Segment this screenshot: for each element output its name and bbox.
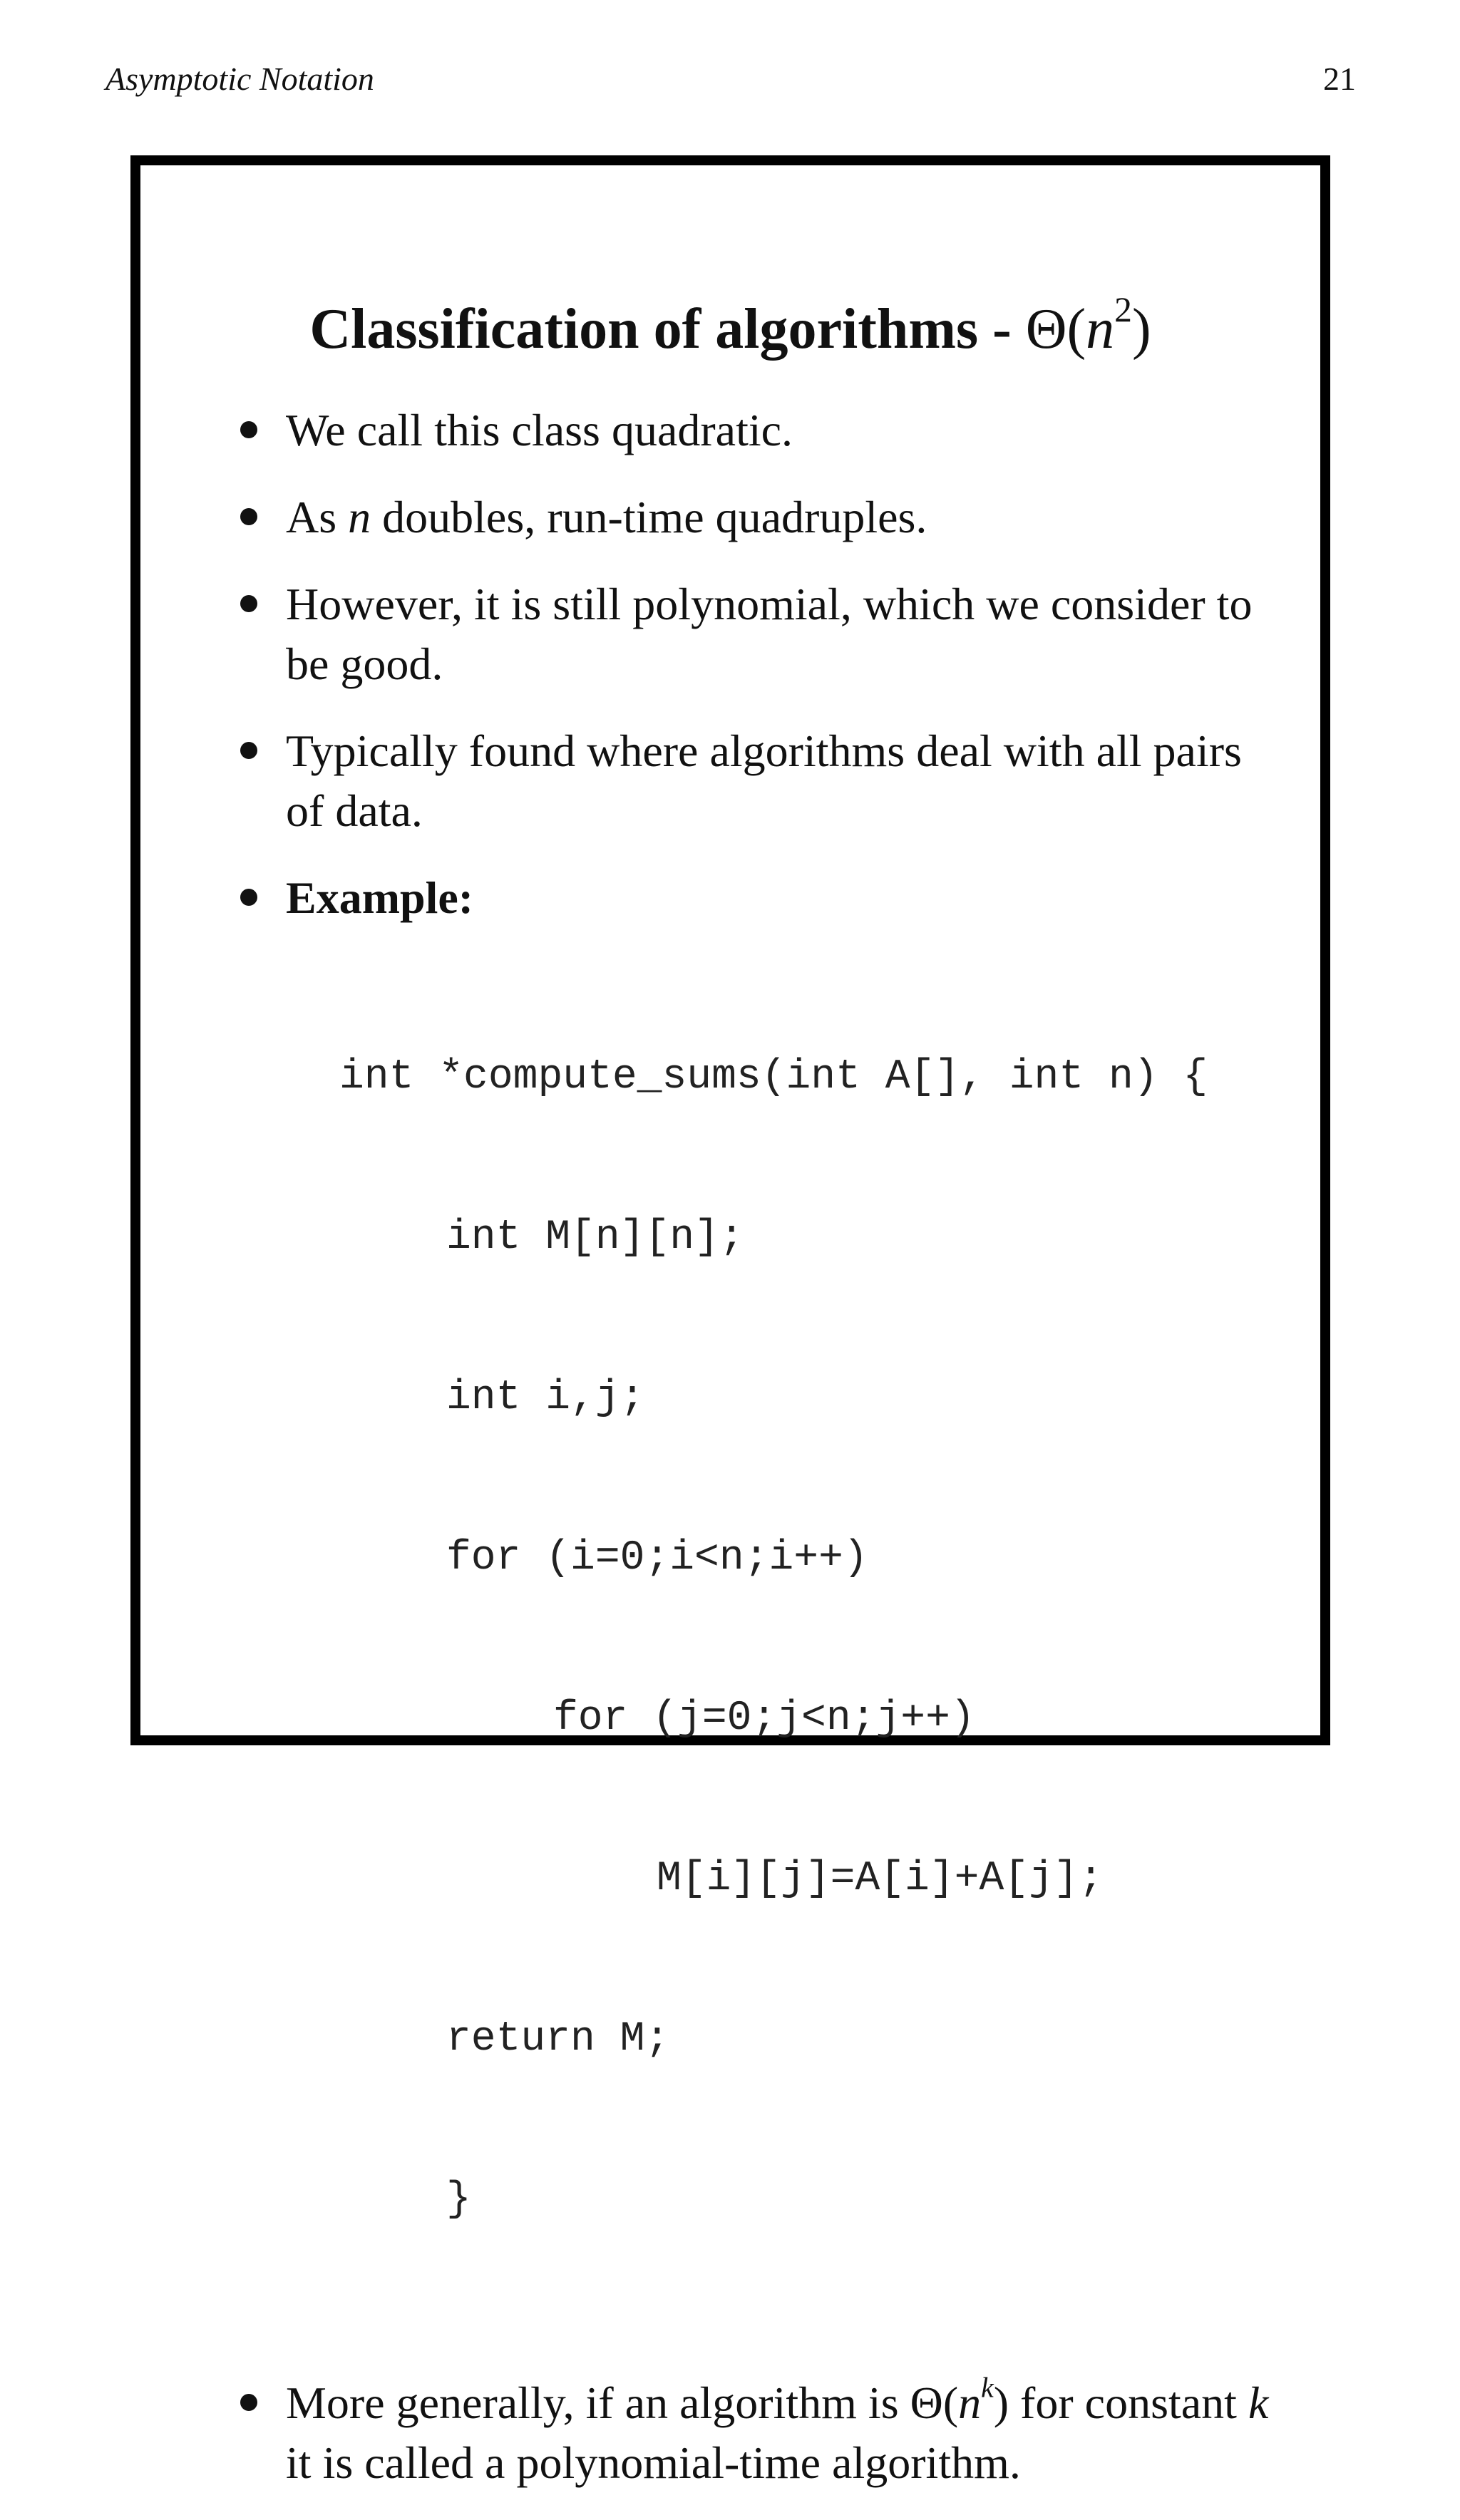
page-number: 21 <box>1323 61 1356 97</box>
code-line: return M; <box>446 2016 670 2062</box>
bullet-text: However, it is still polynomial, which we consider to be good. <box>286 579 1253 689</box>
bullet-dot-icon <box>240 742 257 759</box>
bullet-text: More generally, if an algorithm is $\Theta(n^k)$ for constant k it is called a polynomial-time algorithm. <box>286 2372 1269 2488</box>
code-line: for (j=0;j<n;j++) <box>553 1695 975 1742</box>
example-label: Example: <box>286 872 474 923</box>
bullet-text: Typically found where algorithms deal with all pairs of data. <box>286 725 1242 836</box>
bullet-item-example <box>240 868 1274 2346</box>
slide-title-math: $\Theta(n^2)$ <box>1025 289 1151 361</box>
code-line: M[i][j]=A[i]+A[j]; <box>657 1856 1104 1902</box>
bullet-dot-icon <box>240 889 257 906</box>
code-line: int i,j; <box>446 1375 645 1421</box>
bullet-item <box>240 2373 1274 2493</box>
bullet-dot-icon <box>240 421 257 438</box>
slide-title <box>140 289 1320 362</box>
code-block <box>339 944 1274 2333</box>
bullet-list <box>240 401 1274 2520</box>
code-line: int *compute_sums(int A[], int n) { <box>339 1054 1208 1100</box>
bullet-text: We call this class quadratic. <box>286 405 793 455</box>
slide-title-text: Classification of algorithms - <box>309 298 1026 361</box>
bullet-item <box>240 721 1274 841</box>
code-line: } <box>446 2176 471 2223</box>
running-header: Asymptotic Notation <box>106 61 374 97</box>
bullet-dot-icon <box>240 508 257 525</box>
bullet-dot-icon <box>240 2394 257 2411</box>
bullet-dot-icon <box>240 595 257 612</box>
code-line: for (i=0;i<n;i++) <box>446 1535 868 1581</box>
bullet-item <box>240 574 1274 694</box>
slide-frame <box>130 155 1330 2488</box>
bullet-text: As n doubles, run-time quadruples. <box>286 492 927 542</box>
bullet-item <box>240 401 1274 460</box>
code-line: int M[n][n]; <box>446 1214 744 1261</box>
bullet-item <box>240 487 1274 547</box>
